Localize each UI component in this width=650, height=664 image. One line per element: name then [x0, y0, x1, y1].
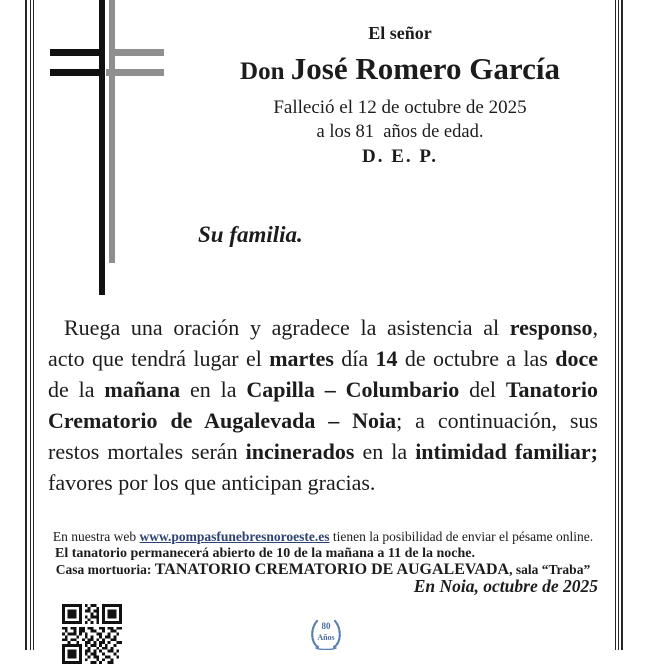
honorific: El señor: [368, 23, 432, 43]
cross-arm-upper-black: [50, 49, 105, 56]
web-line-prefix: En nuestra web: [52, 529, 140, 544]
cross-arm-upper-gray: [109, 49, 164, 56]
logo-years-label: Años: [317, 633, 335, 642]
deceased-name: [200, 52, 600, 86]
age-line: a los 81 años de edad.: [316, 121, 484, 142]
qr-code: [62, 604, 122, 664]
frame-right-line-inner: [615, 0, 616, 650]
frame-left-line-outer: [25, 0, 27, 650]
cross-arm-lower-black: [50, 69, 105, 76]
deceased-full-name: José Romero García: [290, 51, 560, 86]
anniversary-laurel-logo: [304, 616, 348, 650]
tanatorio-hours-line: El tanatorio permanecerá abierto de 10 de la mañana a 11 de la noche.: [55, 546, 475, 561]
death-date-line: Falleció el 12 de octubre de 2025: [273, 97, 527, 119]
deceased-title-prefix: Don: [240, 58, 291, 85]
cross-vertical-black: [99, 0, 105, 295]
mortuary-name: TANATORIO CREMATORIO DE AUGALEVADA: [154, 561, 510, 578]
family-signature: Su familia.: [198, 222, 303, 247]
place-date-line: En Noia, octubre de 2025: [413, 576, 598, 596]
mortuary-suffix: , sala “Traba”: [509, 562, 591, 577]
frame-left-line-inner: [33, 0, 34, 650]
frame-left-line-mid: [30, 0, 31, 650]
frame-right-line-outer: [621, 0, 623, 650]
notice-paragraph: Ruega una oración y agradece la asistencia al responso, acto que tendrá lugar el martes día 14 de octubre a las doce de la mañana en la Capilla – Columbario del Tanatorio Crematorio de Augalevada – Noia; a continuación, sus restos mortales serán incinerados en la intimidad familiar; favores por los que anticipan gracias.: [48, 315, 599, 495]
notice-header: [200, 24, 600, 168]
cross-vertical-gray: [109, 0, 115, 263]
logo-years-number: 80: [321, 621, 331, 631]
web-line-suffix: tienen la posibilidad de enviar el pésame online.: [329, 529, 594, 544]
online-condolences-line: [48, 530, 598, 545]
mortuary-prefix: Casa mortuoria:: [55, 562, 155, 577]
frame-right-line-mid: [618, 0, 619, 650]
funeral-home-link[interactable]: www.pompasfunebresnoroeste.es: [139, 529, 330, 544]
dep-abbreviation: D. E. P.: [361, 146, 438, 168]
cross-arm-lower-gray: [106, 69, 164, 76]
